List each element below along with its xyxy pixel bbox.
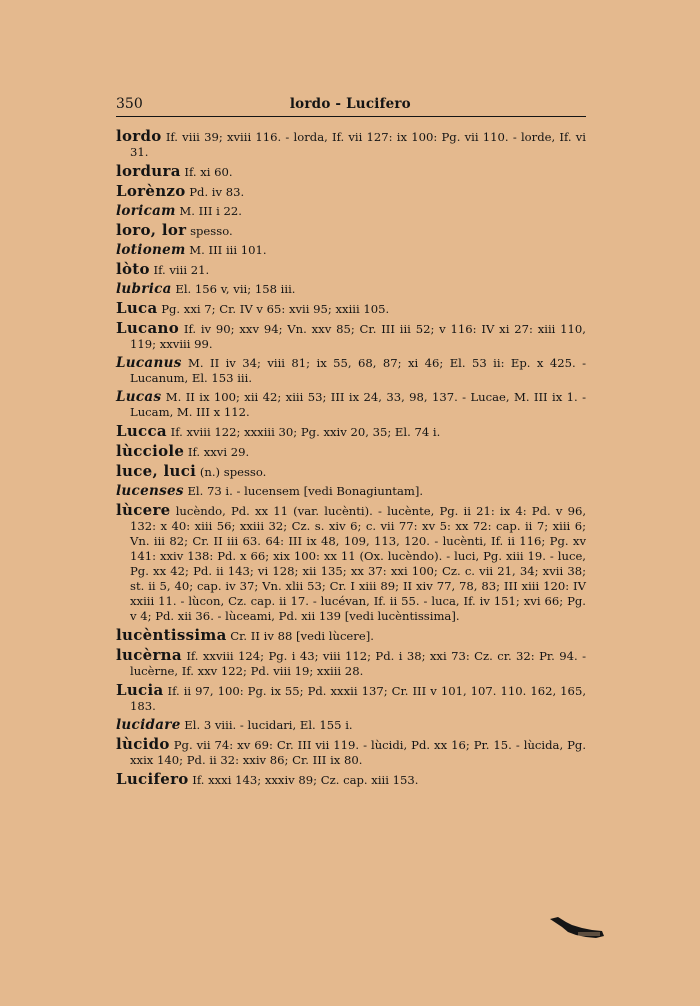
entry-text: Pg. vii 74: xv 69: Cr. III vii 119. - lùcidi, Pd. xx 16; Pr. 15. - lùcida, Pg. xxix 140; Pd. ii 32: xxiv 86; Cr. III ix 80. xyxy=(130,738,587,767)
entry-text: Pd. iv 83. xyxy=(189,185,245,199)
headword: luce, luci xyxy=(116,462,197,480)
headword: lordura xyxy=(116,162,181,180)
entry-luce xyxy=(116,464,586,480)
library-stamp-icon xyxy=(548,913,606,941)
headword: lùcido xyxy=(116,735,170,753)
headword: Lucca xyxy=(116,422,167,440)
entry-list xyxy=(116,129,586,788)
headword: lubrica xyxy=(116,281,172,297)
entry-lucenses xyxy=(116,484,586,499)
headword: Lucifero xyxy=(116,770,189,788)
page-number: 350 xyxy=(116,96,143,112)
entry-text: If. viii 21. xyxy=(153,263,210,277)
page-content xyxy=(116,96,586,792)
entry-text: If. xi 60. xyxy=(184,165,233,179)
entry-text: If. xviii 122; xxxiii 30; Pg. xxiv 20, 35; El. 74 i. xyxy=(170,425,441,439)
entry-text: If. xxviii 124; Pg. i 43; viii 112; Pd. i 38; xxi 73: Cz. cr. 32: Pr. 94. - lucèrne, If. xxv 122; Pd. viii 19; xxiii 28. xyxy=(130,649,587,678)
entry-text: M. III i 22. xyxy=(179,204,242,218)
headword: lotionem xyxy=(116,242,186,258)
headword: lucenses xyxy=(116,483,184,499)
headword: loro, lor xyxy=(116,221,187,239)
entry-lucifero xyxy=(116,772,586,788)
entry-text: If. ii 97, 100: Pg. ix 55; Pd. xxxii 137; Cr. III v 101, 107. 110. 162, 165, 183. xyxy=(130,684,586,713)
entry-lubrica xyxy=(116,282,586,297)
headword: lucèntissima xyxy=(116,626,227,644)
entry-text: (n.) spesso. xyxy=(199,465,267,479)
entry-lucia xyxy=(116,683,586,714)
entry-lucentissima xyxy=(116,628,586,644)
entry-text: Cr. II iv 88 [vedi lùcere]. xyxy=(230,629,374,643)
headword: loricam xyxy=(116,203,176,219)
entry-lucidare xyxy=(116,718,586,733)
headword: lòto xyxy=(116,260,150,278)
entry-text: M. II iv 34; viii 81; ix 55, 68, 87; xi 46; El. 53 ii: Ep. x 425. - Lucanum, El. 153 iii. xyxy=(130,356,586,385)
entry-luca xyxy=(116,301,586,317)
headword: Lucano xyxy=(116,319,180,337)
entry-lordura xyxy=(116,164,586,180)
entry-lucca xyxy=(116,424,586,440)
headword: lùcciole xyxy=(116,442,185,460)
entry-lotionem xyxy=(116,243,586,258)
entry-text: lucèndo, Pd. xx 11 (var. lucènti). - lucènte, Pg. ii 21: ix 4: Pd. v 96, 132: x 40: xiii 56; xxiii 32; Cz. s. xiv 6; c. vii 77: xv 5: xx 72: cap. ii 7; xiii 6; Vn. iii 82; Cr. II iii 63. 64: III ix 48, 109, 113, 120. - lucènti, If. ii 116; Pg. xv 141: xxiv 138: Pd. x 66; xix 100: xx 11 (Ox. lucèndo). - luci, Pg. xiii 19. - luce, Pg. xx 42; Pd. ii 143; vi 128; xii 135; xx 37: xxi 100; Cz. c. vii 21, 34; xvii 38; st. ii 5, 40; cap. iv 37; Vn. xlii 53; Cr. I xiii 89; II xiv 77, 78, 83; III xiii 120: IV xxiii 11. - lùcon, Cz. cap. ii 17. - lucévan, If. ii 55. - luca, If. iv 151; xvi 66; Pg. v 4; Pd. xii 36. - lùceami, Pd. xii 139 [vedi lucèntissima]. xyxy=(130,504,587,623)
entry-text: M. II ix 100; xii 42; xiii 53; III ix 24, 33, 98, 137. - Lucae, M. III ix 1. - Lucam, M. III x 112. xyxy=(130,390,587,419)
entry-lucas xyxy=(116,390,586,420)
entry-text: M. III iii 101. xyxy=(189,243,267,257)
entry-text: If. xxvi 29. xyxy=(187,445,250,459)
entry-text: El. 3 viii. - lucidari, El. 155 i. xyxy=(184,718,353,732)
headword: Luca xyxy=(116,299,158,317)
entry-lucano xyxy=(116,321,586,352)
entry-lucere xyxy=(116,503,586,624)
entry-lorenzo xyxy=(116,184,586,200)
entry-text: spesso. xyxy=(190,224,233,238)
entry-text: If. xxxi 143; xxxiv 89; Cz. cap. xiii 153. xyxy=(192,773,419,787)
entry-loro xyxy=(116,223,586,239)
headword: lùcere xyxy=(116,501,171,519)
entry-text: El. 156 v, vii; 158 iii. xyxy=(175,282,296,296)
headword: Lorènzo xyxy=(116,182,186,200)
entry-text: El. 73 i. - lucensem [vedi Bonagiuntam]. xyxy=(187,484,424,498)
entry-loto xyxy=(116,262,586,278)
headword: Lucas xyxy=(116,389,162,405)
headword: lordo xyxy=(116,127,162,145)
headword: lucèrna xyxy=(116,646,182,664)
entry-lucerna xyxy=(116,648,586,679)
entry-lucido xyxy=(116,737,586,768)
entry-text: Pg. xxi 7; Cr. IV v 65: xvii 95; xxiii 105. xyxy=(161,302,390,316)
headword: lucidare xyxy=(116,717,181,733)
entry-text: If. iv 90; xxv 94; Vn. xxv 85; Cr. III iii 52; v 116: IV xi 27: xiii 110, 119; xxviii 99. xyxy=(130,322,586,351)
entry-lucciole xyxy=(116,444,586,460)
running-header xyxy=(116,96,586,117)
running-title: lordo - Lucifero xyxy=(289,96,411,112)
entry-lucanus xyxy=(116,356,586,386)
entry-text: If. viii 39; xviii 116. - lorda, If. vii 127: ix 100: Pg. vii 110. - lorde, If. vi 31. xyxy=(130,130,586,159)
entry-loricam xyxy=(116,204,586,219)
entry-lordo xyxy=(116,129,586,160)
headword: Lucia xyxy=(116,681,164,699)
headword: Lucanus xyxy=(116,355,182,371)
